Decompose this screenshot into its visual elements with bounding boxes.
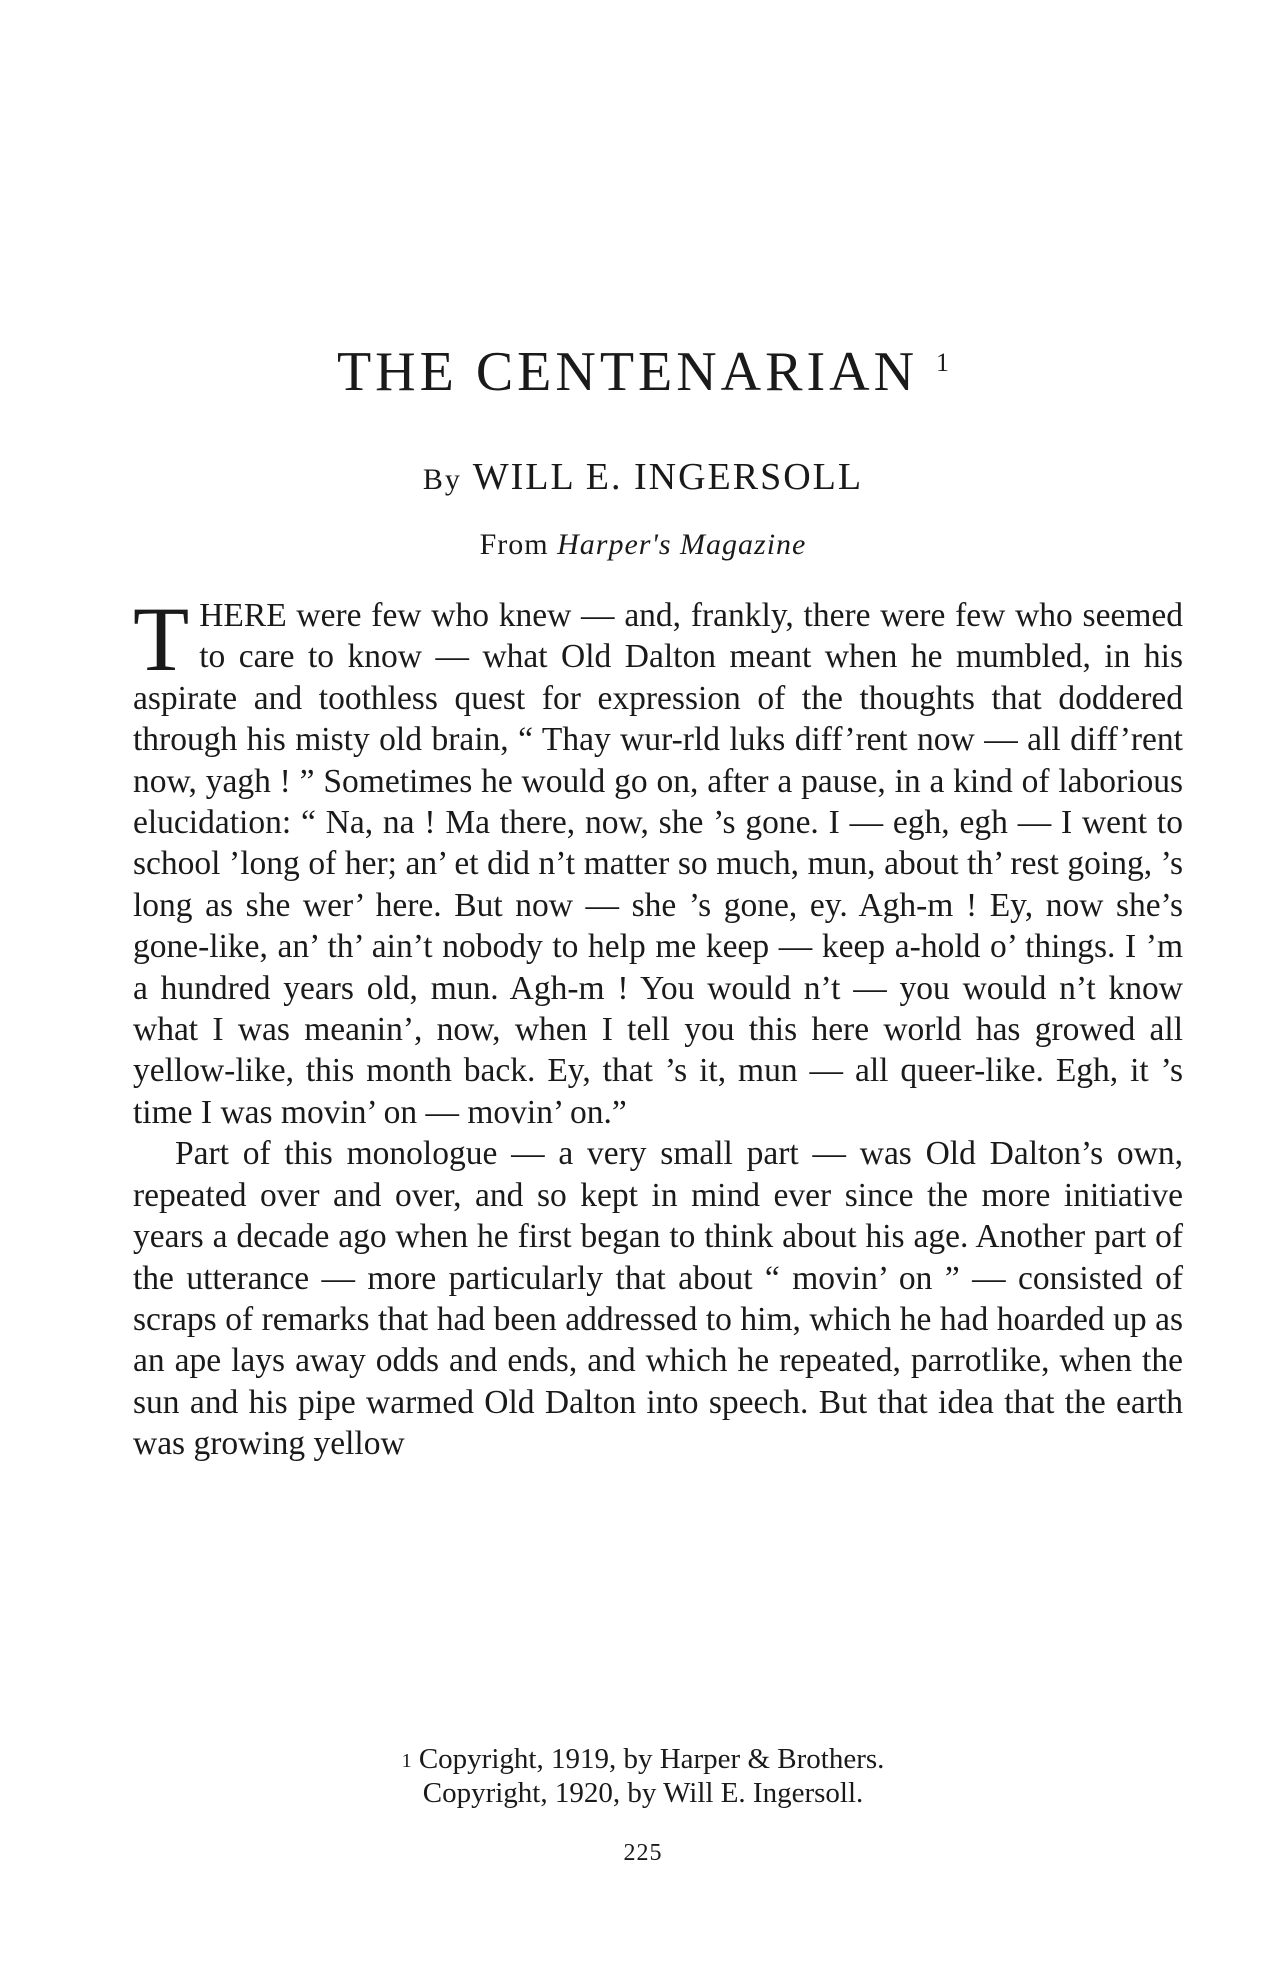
source-line — [0, 528, 1286, 562]
footnote-text-1: Copyright, 1919, by Harper & Brothers. — [418, 1743, 885, 1775]
footnote-line-2 — [0, 1776, 1286, 1810]
page-number: 225 — [623, 1840, 663, 1866]
article-title — [0, 340, 1286, 404]
title-footnote-marker: 1 — [936, 348, 950, 377]
source-publication: Harper's Magazine — [557, 528, 807, 561]
source-prefix: From — [479, 528, 549, 561]
author-name: WILL E. INGERSOLL — [472, 456, 864, 498]
paragraph-1 — [133, 588, 1183, 1133]
article-body — [133, 588, 1183, 1465]
footnote-line-1 — [0, 1742, 1286, 1776]
footnote-text-2: Copyright, 1920, by Will E. Ingersoll. — [422, 1777, 864, 1809]
drop-cap: T — [133, 588, 190, 690]
paragraph-2: Part of this monologue — a very small part — was Old Dalton’s own, repeated over and over, and so kept in mind ever since the more initiative years a decade ago when he first began to think about his age. Another part of the utterance — more particularly that about “ movin’ on ” — consisted of scraps of remarks that had been addressed to him, which he had hoarded up as an ape lays away odds and ends, and which he repeated, parrotlike, when the sun and his pipe warmed Old Dalton into speech. But that idea that the earth was growing yellow — [133, 1135, 1183, 1463]
paragraph-1-text: HERE were few who knew — and, frankly, there were few who seemed to care to know — what Old Dalton meant when he mumbled, in his aspirate and toothless quest for expression of the thoughts that doddered through his misty old brain, “ Thay wur-rld luks diff’rent now — all diff’rent now, yagh ! ” Sometimes he would go on, after a pause, in a kind of laborious elucidation: “ Na, na ! Ma there, now, she ’s gone. I — egh, egh — I went to school ’long of her; an’ et did n’t matter so much, mun, about th’ rest going, ’s long as she wer’ here. But now — she ’s gone, ey. Agh-m ! Ey, now she’s gone-like, an’ th’ ain’t nobody to help me keep — keep a-hold o’ things. I ’m a hundred years old, mun. Agh-m ! You would n’t — you would n’t know what I was meanin’, now, when I tell you this here world has growed all yellow-like, this month back. Ey, that ’s it, mun — all queer-like. Egh, it ’s time I was movin’ on — movin’ on.” — [133, 597, 1183, 1131]
footnote-marker: 1 — [401, 1750, 412, 1772]
byline — [0, 455, 1286, 499]
title-text: THE CENTENARIAN — [336, 341, 919, 403]
byline-prefix: By — [422, 463, 462, 496]
footnotes — [0, 1742, 1286, 1810]
